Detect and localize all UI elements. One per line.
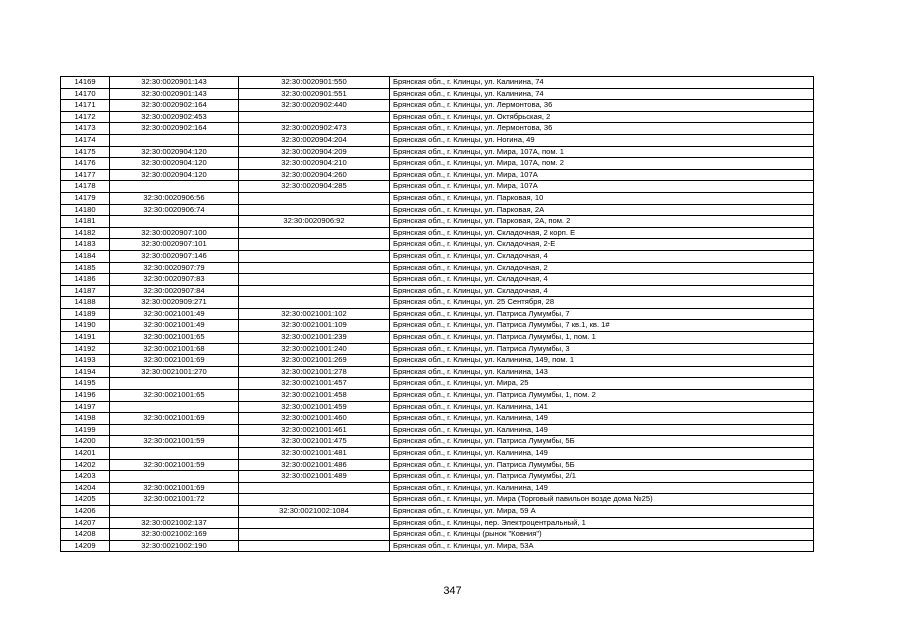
object-cadastral-number-cell: 32:30:0021001:240 [239, 343, 390, 355]
address-cell: Брянская обл., г. Клинцы, ул. Патриса Лумумбы, 3 [390, 343, 814, 355]
row-id-cell: 14178 [61, 181, 110, 193]
table-row [61, 274, 814, 286]
object-cadastral-number-cell: 32:30:0021001:481 [239, 448, 390, 460]
parcel-cadastral-number-cell: 32:30:0020907:146 [110, 250, 239, 262]
address-cell: Брянская обл., г. Клинцы, ул. Калинина, 143 [390, 366, 814, 378]
table-row [61, 401, 814, 413]
object-cadastral-number-cell: 32:30:0021001:459 [239, 401, 390, 413]
address-cell: Брянская обл., г. Клинцы, ул. Патриса Лумумбы, 5Б [390, 459, 814, 471]
row-id-cell: 14196 [61, 390, 110, 402]
page-number: 347 [443, 585, 462, 597]
parcel-cadastral-number-cell: 32:30:0021002:169 [110, 529, 239, 541]
row-id-cell: 14203 [61, 471, 110, 483]
parcel-cadastral-number-cell: 32:30:0021001:69 [110, 482, 239, 494]
parcel-cadastral-number-cell: 32:30:0021001:270 [110, 366, 239, 378]
register-table-body [61, 77, 814, 552]
table-row [61, 134, 814, 146]
parcel-cadastral-number-cell: 32:30:0020901:143 [110, 77, 239, 89]
parcel-cadastral-number-cell: 32:30:0021001:59 [110, 436, 239, 448]
object-cadastral-number-cell [239, 529, 390, 541]
table-row [61, 413, 814, 425]
address-cell: Брянская обл., г. Клинцы, ул. Патриса Лумумбы, 7 [390, 308, 814, 320]
parcel-cadastral-number-cell: 32:30:0020907:83 [110, 274, 239, 286]
table-row [61, 540, 814, 552]
address-cell: Брянская обл., г. Клинцы, ул. Мира, 107А [390, 169, 814, 181]
address-cell: Брянская обл., г. Клинцы, ул. Парковая, 10 [390, 192, 814, 204]
row-id-cell: 14183 [61, 239, 110, 251]
row-id-cell: 14169 [61, 77, 110, 89]
row-id-cell: 14206 [61, 505, 110, 517]
row-id-cell: 14179 [61, 192, 110, 204]
address-cell: Брянская обл., г. Клинцы, ул. Мира (Торговый павильон возде дома №25) [390, 494, 814, 506]
object-cadastral-number-cell: 32:30:0020904:285 [239, 181, 390, 193]
object-cadastral-number-cell: 32:30:0020901:550 [239, 77, 390, 89]
row-id-cell: 14172 [61, 111, 110, 123]
table-row [61, 332, 814, 344]
row-id-cell: 14187 [61, 285, 110, 297]
row-id-cell: 14199 [61, 424, 110, 436]
table-row [61, 146, 814, 158]
address-cell: Брянская обл., г. Клинцы, ул. Калинина, 149, пом. 1 [390, 355, 814, 367]
row-id-cell: 14209 [61, 540, 110, 552]
row-id-cell: 14200 [61, 436, 110, 448]
address-cell: Брянская обл., г. Клинцы, ул. Патриса Лумумбы, 1, пом. 1 [390, 332, 814, 344]
row-id-cell: 14171 [61, 100, 110, 112]
parcel-cadastral-number-cell: 32:30:0020902:164 [110, 123, 239, 135]
table-row [61, 250, 814, 262]
table-row [61, 204, 814, 216]
table-row [61, 100, 814, 112]
object-cadastral-number-cell [239, 540, 390, 552]
address-cell: Брянская обл., г. Клинцы, ул. Лермонтова, 36 [390, 123, 814, 135]
parcel-cadastral-number-cell: 32:30:0021001:68 [110, 343, 239, 355]
address-cell: Брянская обл., г. Клинцы, пер. Электроцентральный, 1 [390, 517, 814, 529]
object-cadastral-number-cell: 32:30:0021001:489 [239, 471, 390, 483]
object-cadastral-number-cell: 32:30:0020906:92 [239, 216, 390, 228]
parcel-cadastral-number-cell: 32:30:0020909:271 [110, 297, 239, 309]
row-id-cell: 14190 [61, 320, 110, 332]
table-row [61, 123, 814, 135]
object-cadastral-number-cell: 32:30:0021001:102 [239, 308, 390, 320]
address-cell: Брянская обл., г. Клинцы, ул. Складочная, 4 [390, 285, 814, 297]
object-cadastral-number-cell [239, 239, 390, 251]
parcel-cadastral-number-cell: 32:30:0020904:120 [110, 158, 239, 170]
table-row [61, 471, 814, 483]
object-cadastral-number-cell [239, 262, 390, 274]
address-cell: Брянская обл., г. Клинцы, ул. Калинина, 74 [390, 88, 814, 100]
address-cell: Брянская обл., г. Клинцы, ул. Мира, 59 А [390, 505, 814, 517]
row-id-cell: 14175 [61, 146, 110, 158]
object-cadastral-number-cell [239, 111, 390, 123]
table-row [61, 390, 814, 402]
address-cell: Брянская обл., г. Клинцы, ул. Патриса Лумумбы, 5Б [390, 436, 814, 448]
row-id-cell: 14201 [61, 448, 110, 460]
address-cell: Брянская обл., г. Клинцы, ул. Патриса Лумумбы, 7 кв.1, кв. 1# [390, 320, 814, 332]
table-row [61, 378, 814, 390]
row-id-cell: 14193 [61, 355, 110, 367]
object-cadastral-number-cell: 32:30:0020901:551 [239, 88, 390, 100]
row-id-cell: 14184 [61, 250, 110, 262]
parcel-cadastral-number-cell [110, 401, 239, 413]
parcel-cadastral-number-cell [110, 378, 239, 390]
row-id-cell: 14181 [61, 216, 110, 228]
table-row [61, 77, 814, 89]
object-cadastral-number-cell [239, 274, 390, 286]
address-cell: Брянская обл., г. Клинцы, ул. Складочная, 4 [390, 250, 814, 262]
object-cadastral-number-cell: 32:30:0021001:458 [239, 390, 390, 402]
table-row [61, 297, 814, 309]
object-cadastral-number-cell: 32:30:0021001:239 [239, 332, 390, 344]
address-cell: Брянская обл., г. Клинцы, ул. Калинина, 74 [390, 77, 814, 89]
object-cadastral-number-cell [239, 285, 390, 297]
table-row [61, 88, 814, 100]
address-cell: Брянская обл., г. Клинцы, ул. Калинина, 149 [390, 482, 814, 494]
address-cell: Брянская обл., г. Клинцы, ул. Мира, 25 [390, 378, 814, 390]
object-cadastral-number-cell: 32:30:0021001:475 [239, 436, 390, 448]
parcel-cadastral-number-cell: 32:30:0021001:49 [110, 320, 239, 332]
parcel-cadastral-number-cell [110, 134, 239, 146]
address-cell: Брянская обл., г. Клинцы, ул. Складочная, 4 [390, 274, 814, 286]
parcel-cadastral-number-cell: 32:30:0021001:59 [110, 459, 239, 471]
row-id-cell: 14204 [61, 482, 110, 494]
table-row [61, 308, 814, 320]
row-id-cell: 14202 [61, 459, 110, 471]
parcel-cadastral-number-cell: 32:30:0021001:69 [110, 413, 239, 425]
address-cell: Брянская обл., г. Клинцы, ул. Мира, 107А, пом. 1 [390, 146, 814, 158]
row-id-cell: 14170 [61, 88, 110, 100]
address-cell: Брянская обл., г. Клинцы, ул. Лермонтова, 36 [390, 100, 814, 112]
table-row [61, 529, 814, 541]
parcel-cadastral-number-cell [110, 424, 239, 436]
row-id-cell: 14191 [61, 332, 110, 344]
table-row [61, 192, 814, 204]
table-row [61, 505, 814, 517]
table-row [61, 227, 814, 239]
address-cell: Брянская обл., г. Клинцы, ул. Калинина, 141 [390, 401, 814, 413]
object-cadastral-number-cell [239, 204, 390, 216]
address-cell: Брянская обл., г. Клинцы, ул. Калинина, 149 [390, 448, 814, 460]
parcel-cadastral-number-cell: 32:30:0021002:137 [110, 517, 239, 529]
table-row [61, 436, 814, 448]
table-row [61, 285, 814, 297]
address-cell: Брянская обл., г. Клинцы, ул. Складочная, 2-Е [390, 239, 814, 251]
object-cadastral-number-cell [239, 250, 390, 262]
object-cadastral-number-cell [239, 494, 390, 506]
parcel-cadastral-number-cell: 32:30:0020907:101 [110, 239, 239, 251]
table-row [61, 158, 814, 170]
parcel-cadastral-number-cell: 32:30:0021001:65 [110, 390, 239, 402]
object-cadastral-number-cell: 32:30:0021001:269 [239, 355, 390, 367]
address-cell: Брянская обл., г. Клинцы, ул. Калинина, 149 [390, 424, 814, 436]
parcel-cadastral-number-cell: 32:30:0021002:190 [110, 540, 239, 552]
object-cadastral-number-cell: 32:30:0021001:486 [239, 459, 390, 471]
table-row [61, 320, 814, 332]
address-cell: Брянская обл., г. Клинцы, ул. Октябрьская, 2 [390, 111, 814, 123]
table-row [61, 355, 814, 367]
table-row [61, 111, 814, 123]
parcel-cadastral-number-cell: 32:30:0021001:49 [110, 308, 239, 320]
address-cell: Брянская обл., г. Клинцы, ул. Патриса Лумумбы, 1, пом. 2 [390, 390, 814, 402]
object-cadastral-number-cell: 32:30:0021001:461 [239, 424, 390, 436]
address-cell: Брянская обл., г. Клинцы, ул. Мира, 107А, пом. 2 [390, 158, 814, 170]
row-id-cell: 14177 [61, 169, 110, 181]
object-cadastral-number-cell: 32:30:0021001:109 [239, 320, 390, 332]
address-cell: Брянская обл., г. Клинцы, ул. Складочная, 2 [390, 262, 814, 274]
parcel-cadastral-number-cell: 32:30:0020904:120 [110, 169, 239, 181]
table-row [61, 366, 814, 378]
parcel-cadastral-number-cell [110, 505, 239, 517]
table-row [61, 482, 814, 494]
address-cell: Брянская обл., г. Клинцы, ул. Патриса Лумумбы, 2/1 [390, 471, 814, 483]
object-cadastral-number-cell: 32:30:0020904:210 [239, 158, 390, 170]
table-row [61, 343, 814, 355]
object-cadastral-number-cell: 32:30:0020904:204 [239, 134, 390, 146]
parcel-cadastral-number-cell: 32:30:0020901:143 [110, 88, 239, 100]
row-id-cell: 14195 [61, 378, 110, 390]
table-row [61, 494, 814, 506]
table-row [61, 517, 814, 529]
parcel-cadastral-number-cell: 32:30:0021001:69 [110, 355, 239, 367]
row-id-cell: 14205 [61, 494, 110, 506]
parcel-cadastral-number-cell: 32:30:0020907:79 [110, 262, 239, 274]
table-row [61, 181, 814, 193]
parcel-cadastral-number-cell: 32:30:0021001:65 [110, 332, 239, 344]
object-cadastral-number-cell [239, 227, 390, 239]
row-id-cell: 14208 [61, 529, 110, 541]
table-row [61, 459, 814, 471]
address-cell: Брянская обл., г. Клинцы (рынок "Ковния") [390, 529, 814, 541]
row-id-cell: 14180 [61, 204, 110, 216]
row-id-cell: 14182 [61, 227, 110, 239]
row-id-cell: 14173 [61, 123, 110, 135]
address-cell: Брянская обл., г. Клинцы, ул. Складочная, 2 корп. Е [390, 227, 814, 239]
parcel-cadastral-number-cell: 32:30:0020902:453 [110, 111, 239, 123]
row-id-cell: 14192 [61, 343, 110, 355]
parcel-cadastral-number-cell: 32:30:0021001:72 [110, 494, 239, 506]
object-cadastral-number-cell: 32:30:0021002:1084 [239, 505, 390, 517]
row-id-cell: 14185 [61, 262, 110, 274]
row-id-cell: 14189 [61, 308, 110, 320]
address-cell: Брянская обл., г. Клинцы, ул. 25 Сентября, 28 [390, 297, 814, 309]
row-id-cell: 14174 [61, 134, 110, 146]
parcel-cadastral-number-cell: 32:30:0020906:56 [110, 192, 239, 204]
object-cadastral-number-cell: 32:30:0020904:209 [239, 146, 390, 158]
parcel-cadastral-number-cell: 32:30:0020902:164 [110, 100, 239, 112]
table-row [61, 424, 814, 436]
row-id-cell: 14198 [61, 413, 110, 425]
object-cadastral-number-cell: 32:30:0021001:460 [239, 413, 390, 425]
row-id-cell: 14197 [61, 401, 110, 413]
property-register-table [60, 76, 814, 552]
object-cadastral-number-cell: 32:30:0021001:457 [239, 378, 390, 390]
address-cell: Брянская обл., г. Клинцы, ул. Калинина, 149 [390, 413, 814, 425]
address-cell: Брянская обл., г. Клинцы, ул. Мира, 107А [390, 181, 814, 193]
row-id-cell: 14207 [61, 517, 110, 529]
row-id-cell: 14186 [61, 274, 110, 286]
parcel-cadastral-number-cell: 32:30:0020907:84 [110, 285, 239, 297]
table-row [61, 262, 814, 274]
parcel-cadastral-number-cell: 32:30:0020906:74 [110, 204, 239, 216]
row-id-cell: 14176 [61, 158, 110, 170]
address-cell: Брянская обл., г. Клинцы, ул. Ногина, 49 [390, 134, 814, 146]
object-cadastral-number-cell: 32:30:0020902:473 [239, 123, 390, 135]
object-cadastral-number-cell: 32:30:0020904:260 [239, 169, 390, 181]
table-row [61, 216, 814, 228]
parcel-cadastral-number-cell: 32:30:0020907:100 [110, 227, 239, 239]
address-cell: Брянская обл., г. Клинцы, ул. Парковая, 2А [390, 204, 814, 216]
parcel-cadastral-number-cell: 32:30:0020904:120 [110, 146, 239, 158]
row-id-cell: 14188 [61, 297, 110, 309]
object-cadastral-number-cell: 32:30:0020902:440 [239, 100, 390, 112]
object-cadastral-number-cell [239, 517, 390, 529]
object-cadastral-number-cell [239, 297, 390, 309]
parcel-cadastral-number-cell [110, 471, 239, 483]
row-id-cell: 14194 [61, 366, 110, 378]
object-cadastral-number-cell [239, 192, 390, 204]
object-cadastral-number-cell [239, 482, 390, 494]
parcel-cadastral-number-cell [110, 216, 239, 228]
address-cell: Брянская обл., г. Клинцы, ул. Мира, 53А [390, 540, 814, 552]
table-row [61, 448, 814, 460]
table-row [61, 239, 814, 251]
parcel-cadastral-number-cell [110, 181, 239, 193]
table-row [61, 169, 814, 181]
address-cell: Брянская обл., г. Клинцы, ул. Парковая, 2А, пом. 2 [390, 216, 814, 228]
object-cadastral-number-cell: 32:30:0021001:278 [239, 366, 390, 378]
parcel-cadastral-number-cell [110, 448, 239, 460]
